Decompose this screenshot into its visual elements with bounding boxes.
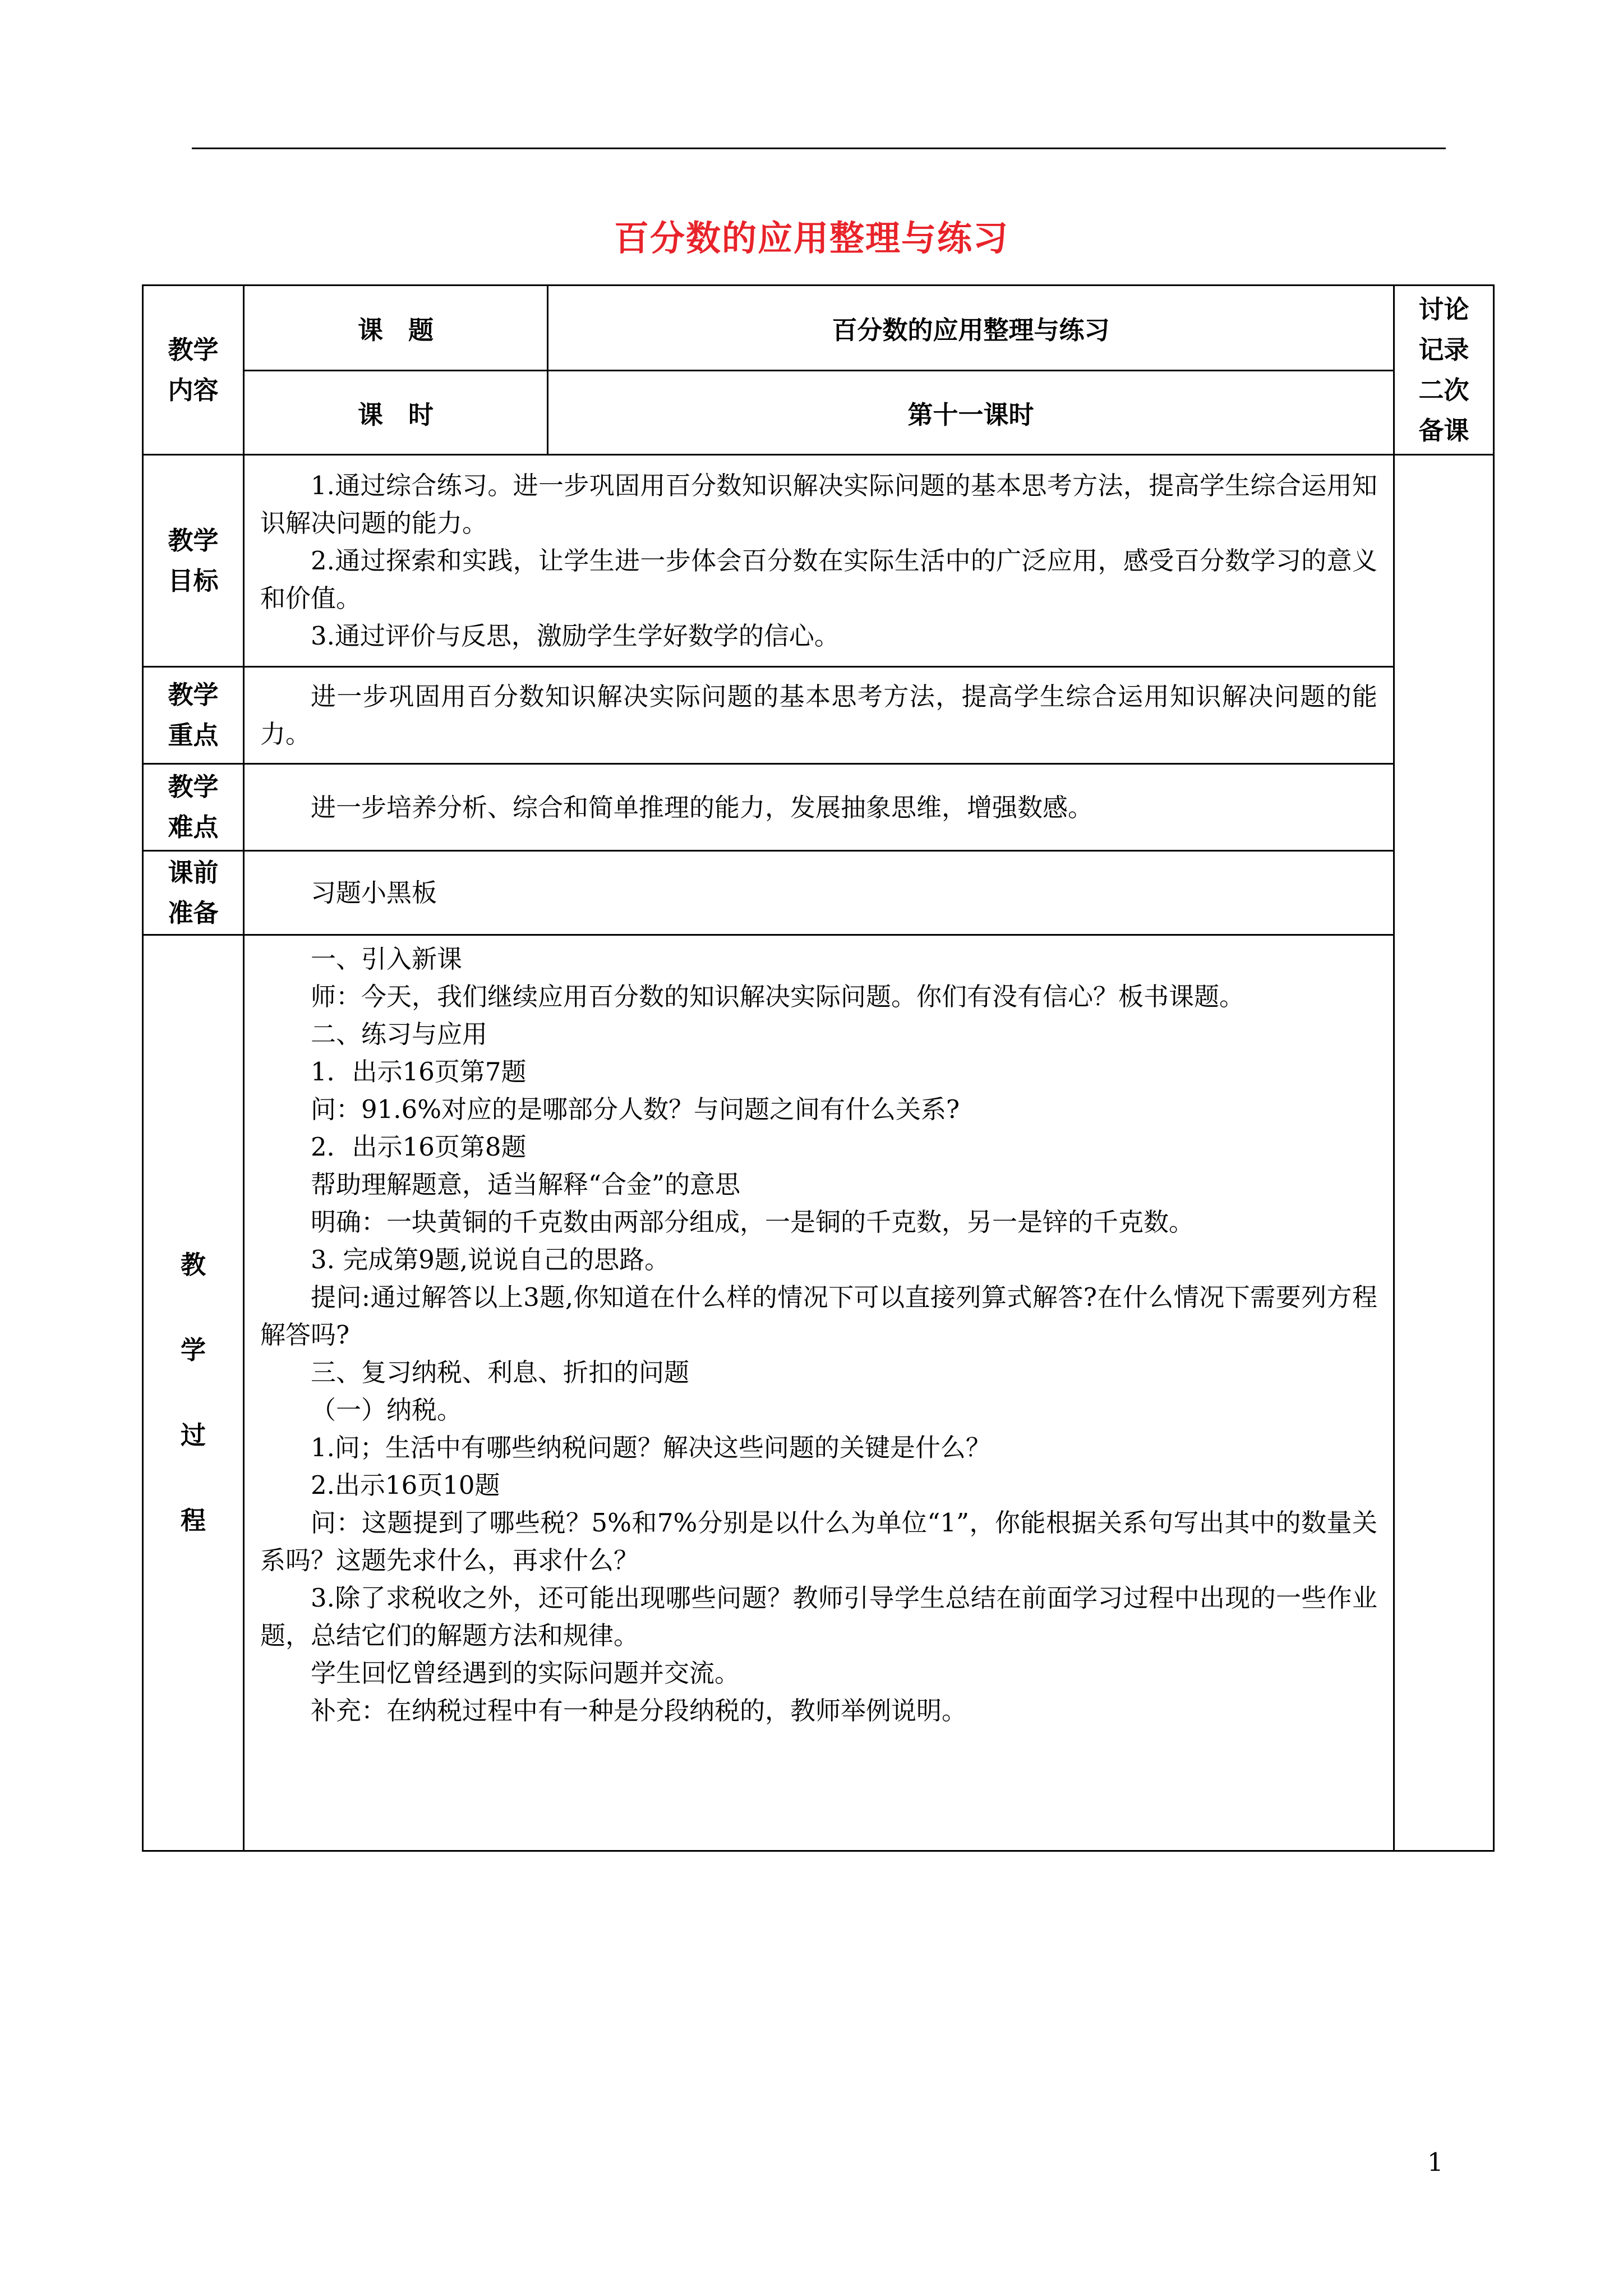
process-line: 二、练习与应用 [311,1019,488,1049]
header-rule [192,148,1446,149]
process-line: 提问:通过解答以上3题,你知道在什么样的情况下可以直接列算式解答?在什么情况下需要列方程解答吗? [260,1282,1377,1350]
preparation-label: 课前 准备 [143,851,244,935]
goal-item: 1.通过综合练习。进一步巩固用百分数知识解决实际问题的基本思考方法，提高学生综合运用知识解决问题的能力。 [260,471,1377,538]
difficulties-body: 进一步培养分析、综合和简单推理的能力，发展抽象思维，增强数感。 [244,764,1394,851]
process-line: 1．出示16页第7题 [311,1057,527,1087]
process-line: 3.除了求税收之外，还可能出现哪些问题？教师引导学生总结在前面学习过程中出现的一些作业题，总结它们的解题方法和规律。 [260,1583,1377,1650]
content-label: 教学 内容 [143,286,244,455]
goals-label: 教学 目标 [143,455,244,667]
page-number: 1 [1427,2147,1444,2177]
notes-column [1394,455,1494,1851]
process-line: 2.出示16页10题 [311,1470,500,1500]
process-line: 补充：在纳税过程中有一种是分段纳税的，教师举例说明。 [311,1696,967,1726]
period-value: 第十一课时 [548,371,1394,455]
goal-item: 3.通过评价与反思，激励学生学好数学的信心。 [311,621,840,651]
process-line: 2．出示16页第8题 [311,1132,527,1162]
process-line: 三、复习纳税、利息、折扣的问题 [311,1358,690,1387]
difficulties-label: 教学 难点 [143,764,244,851]
process-line: 学生回忆曾经遇到的实际问题并交流。 [311,1658,740,1688]
process-line: 一、引入新课 [311,944,463,974]
process-body [244,935,1394,1851]
topic-value: 百分数的应用整理与练习 [548,286,1394,371]
process-label: 教 学 过 程 [143,935,244,1851]
process-line: （一）纳税。 [311,1395,463,1425]
period-key: 课 时 [244,371,548,455]
process-line: 明确：一块黄铜的千克数由两部分组成，一是铜的千克数，另一是锌的千克数。 [311,1207,1195,1237]
process-line: 师：今天，我们继续应用百分数的知识解决实际问题。你们有没有信心？板书课题。 [311,982,1245,1011]
lesson-plan-table [142,284,1495,1852]
preparation-body: 习题小黑板 [244,851,1394,935]
process-line: 3. 完成第9题,说说自己的思路。 [311,1245,670,1274]
discussion-label: 讨论 记录 二次 备课 [1394,286,1494,455]
process-line: 问：91.6%对应的是哪部分人数？与问题之间有什么关系? [311,1094,960,1124]
process-line: 问：这题提到了哪些税？5%和7%分别是以什么为单位“1”，你能根据关系句写出其中的数量关系吗？这题先求什么，再求什么？ [260,1508,1377,1575]
goals-body [244,455,1394,667]
goal-item: 2.通过探索和实践，让学生进一步体会百分数在实际生活中的广泛应用，感受百分数学习的意义和价值。 [260,546,1377,613]
key-points-label: 教学 重点 [143,667,244,764]
key-points-body: 进一步巩固用百分数知识解决实际问题的基本思考方法，提高学生综合运用知识解决问题的能力。 [244,667,1394,764]
process-line: 1.问；生活中有哪些纳税问题？解决这些问题的关键是什么？ [311,1433,991,1462]
process-line: 帮助理解题意，适当解释“合金”的意思 [311,1170,741,1199]
topic-key: 课 题 [244,286,548,371]
document-title: 百分数的应用整理与练习 [614,218,1009,259]
